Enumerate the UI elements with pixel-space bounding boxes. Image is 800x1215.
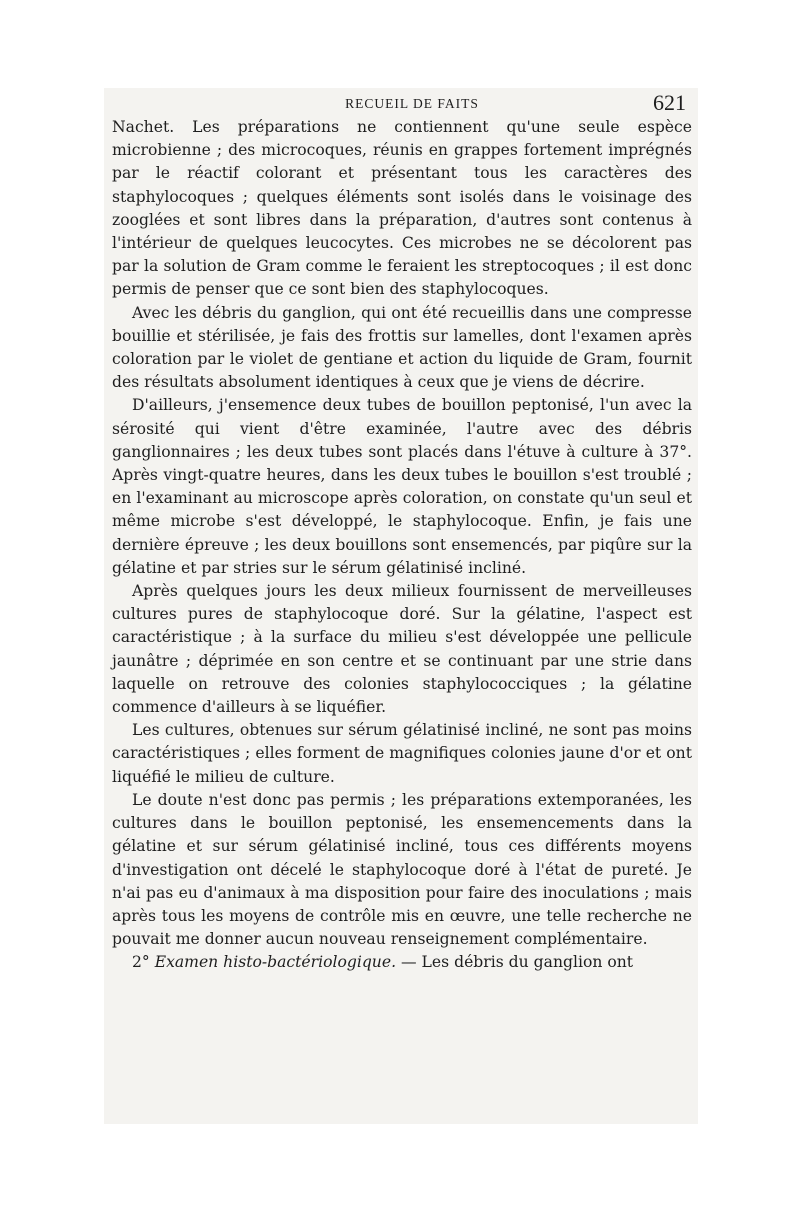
paragraph: Le doute n'est donc pas permis ; les préparations extemporanées, les cultures dans le bouillon peptonisé, les ensemencements dans la gélatine et sur sérum gélatinisé incliné, tous ces différents moyens d'investigation ont décelé le staphylocoque doré à l'état de pureté. Je n'ai pas eu d'animaux à ma disposition pour faire des inoculations ; mais après tous les moyens de contrôle mis en œuvre, une telle recherche ne pouvait me donner aucun nouveau renseignement complémentaire. — [112, 790, 692, 949]
paragraph: Les cultures, obtenues sur sérum gélatinisé incliné, ne sont pas moins caractéristiques ; elles forment de magnifiques colonies jaune d'or et ont liquéfié le milieu de culture. — [112, 721, 692, 786]
paragraph: D'ailleurs, j'ensemence deux tubes de bouillon peptonisé, l'un avec la sérosité qui vient d'être examinée, l'autre avec des débris ganglionnaires ; les deux tubes sont placés dans l'étuve à culture à 37°. Après vingt-quatre heures, dans les deux tubes le bouillon s'est troublé ; en l'examinant au microscope après coloration, on constate qu'un seul et même microbe s'est développé, le staphylocoque. Enfin, je fais une dernière épreuve ; les deux bouillons sont ensemencés, par piqûre sur la gélatine et par stries sur le sérum gélatinisé incliné. — [112, 396, 692, 577]
page-header — [112, 92, 692, 116]
section-text: — Les débris du ganglion ont — [401, 953, 634, 972]
body-text — [112, 116, 692, 975]
paragraph: Après quelques jours les deux milieux fournissent de merveilleuses cultures pures de staphylocoque doré. Sur la gélatine, l'aspect est caractéristique ; à la surface du milieu s'est développée une pellicule jaunâtre ; déprimée en son centre et se continuant par une strie dans laquelle on retrouve des colonies staphylococciques ; la gélatine commence d'ailleurs à se liquéfier. — [112, 582, 692, 717]
section-heading-line — [112, 951, 692, 974]
running-title: RECUEIL DE FAITS — [345, 96, 479, 111]
section-label: Examen histo-bactériologique. — [154, 953, 397, 972]
page-scan — [104, 88, 698, 1124]
section-number: 2° — [132, 953, 150, 972]
page-number: 621 — [653, 90, 686, 115]
paragraph: Avec les débris du ganglion, qui ont été recueillis dans une compresse bouillie et stérilisée, je fais des frottis sur lamelles, dont l'examen après coloration par le violet de gentiane et action du liquide de Gram, fournit des résultats absolument identiques à ceux que je viens de décrire. — [112, 303, 692, 392]
paragraph: Nachet. Les préparations ne contiennent qu'une seule espèce microbienne ; des microcoques, réunis en grappes fortement imprégnés par le réactif colorant et présentant tous les caractères des staphylocoques ; quelques éléments sont isolés dans le voisinage des zooglées et sont libres dans la préparation, d'autres sont contenus à l'intérieur de quelques leucocytes. Ces microbes ne se décolorent pas par la solution de Gram comme le feraient les streptocoques ; il est donc permis de penser que ce sont bien des staphylocoques. — [112, 118, 692, 299]
